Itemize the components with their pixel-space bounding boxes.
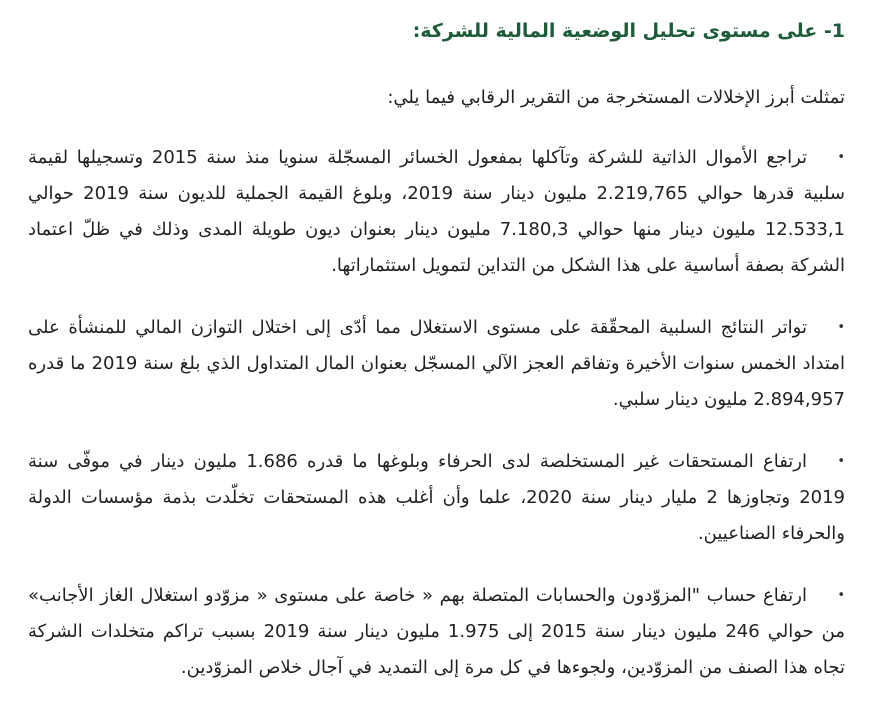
list-item-text: تواتر النتائج السلبية المحقّقة على مستوى الاستغلال مما أدّى إلى اختلال التوازن المالي للمنشأة على امتداد الخمس سنوات الأخيرة وتفاقم العجز الآلي المسجّل بعنوان المال المتداول الذي بلغ سنة 2019 ما قدره 2.894,957 مليون دينار سلبي. <box>28 317 845 410</box>
bullet-icon: • <box>837 588 845 603</box>
findings-list <box>28 140 845 686</box>
list-item-text: تراجع الأموال الذاتية للشركة وتآكلها بمفعول الخسائر المسجّلة سنويا منذ سنة 2015 وتسجيلها لقيمة سلبية قدرها حوالي 2.219,765 مليون دينار سنة 2019، وبلوغ القيمة الجملية للديون سنة 2019 حوالي 12.533,1 مليون دينار منها حوالي 7.180,3 مليون دينار بعنوان ديون طويلة المدى وذلك في ظلّ اعتماد الشركة بصفة أساسية على هذا الشكل من التداين لتمويل استثماراتها. <box>28 147 846 276</box>
list-item-text: ارتفاع المستحقات غير المستخلصة لدى الحرفاء وبلوغها ما قدره 1.686 مليون دينار في موفّى سنة 2019 وتجاوزها 2 مليار دينار سنة 2020، علما وأن أغلب هذه المستحقات تخلّدت بذمة مؤسسات الدولة والحرفاء الصناعيين. <box>28 451 845 544</box>
section-heading: 1- على مستوى تحليل الوضعية المالية للشركة: <box>412 20 845 42</box>
intro-paragraph: تمثلت أبرز الإخلالات المستخرجة من التقرير الرقابي فيما يلي: <box>387 87 845 108</box>
bullet-icon: • <box>837 150 846 165</box>
list-item <box>28 310 845 418</box>
list-item <box>28 140 845 284</box>
bullet-icon: • <box>837 454 845 469</box>
bullet-icon: • <box>837 320 845 335</box>
list-item-text: ارتفاع حساب "المزوّدون والحسابات المتصلة بهم « خاصة على مستوى « مزوّدو استغلال الغاز الأجانب» من حوالي 246 مليون دينار سنة 2015 إلى 1.975 مليون دينار سنة 2019 بسبب تراكم متخلدات الشركة تجاه هذا الصنف من المزوّدين، ولجوءها في كل مرة إلى التمديد في آجال خلاص المزوّدين. <box>28 585 846 678</box>
list-item <box>28 444 845 552</box>
list-item <box>28 578 845 686</box>
